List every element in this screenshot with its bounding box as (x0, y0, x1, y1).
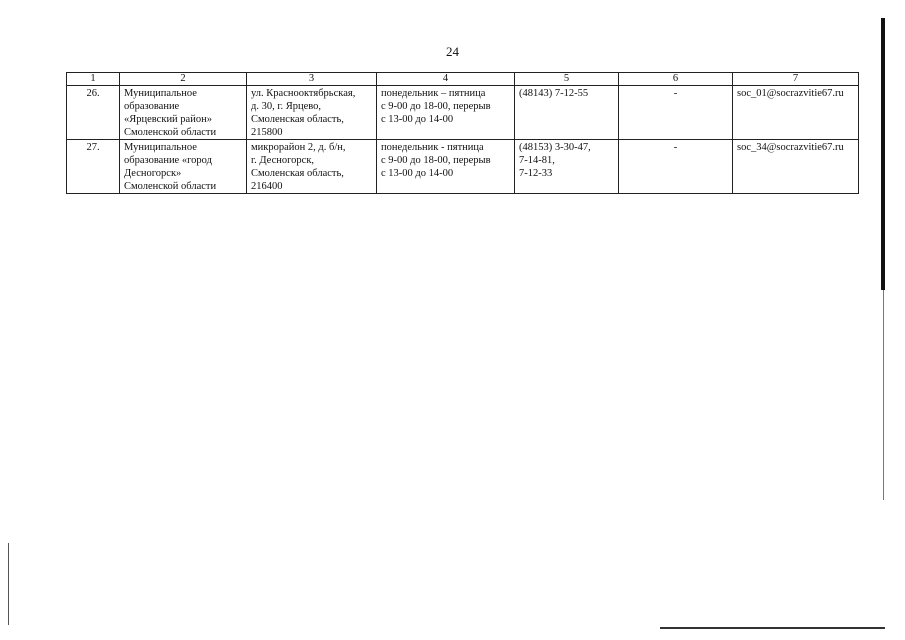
work-hours-cell: понедельник - пятница с 9-00 до 18-00, перерыв с 13-00 до 14-00 (377, 140, 515, 194)
column-header: 4 (377, 73, 515, 86)
page-number: 24 (446, 44, 459, 59)
scan-edge-bottom (660, 627, 885, 629)
work-hours-cell: понедельник – пятница с 9-00 до 18-00, перерыв с 13-00 до 14-00 (377, 86, 515, 140)
email-cell: soc_01@socrazvitie67.ru (733, 86, 859, 140)
municipality-cell: Муниципальное образование «Ярцевский район» Смоленской области (120, 86, 247, 140)
scan-edge-right-thin (883, 290, 884, 500)
scan-edge-left (8, 543, 9, 625)
header-row (67, 73, 859, 86)
contacts-table (66, 72, 859, 194)
table-row (67, 86, 859, 140)
column-header: 7 (733, 73, 859, 86)
address-cell: микрорайон 2, д. б/н, г. Десногорск, Смоленская область, 216400 (247, 140, 377, 194)
column-header: 3 (247, 73, 377, 86)
email-cell: soc_34@socrazvitie67.ru (733, 140, 859, 194)
column-header: 6 (619, 73, 733, 86)
column-header: 5 (515, 73, 619, 86)
row-number-cell: 26. (67, 86, 120, 140)
table-row (67, 140, 859, 194)
address-cell: ул. Краснооктябрьская, д. 30, г. Ярцево, Смоленская область, 215800 (247, 86, 377, 140)
row-number-cell: 27. (67, 140, 120, 194)
phone-cell: (48153) 3-30-47, 7-14-81, 7-12-33 (515, 140, 619, 194)
column-header: 2 (120, 73, 247, 86)
phone-cell: (48143) 7-12-55 (515, 86, 619, 140)
fax-cell: - (619, 86, 733, 140)
scan-edge-right (881, 18, 885, 290)
fax-cell: - (619, 140, 733, 194)
column-header: 1 (67, 73, 120, 86)
municipality-cell: Муниципальное образование «город Десногорск» Смоленской области (120, 140, 247, 194)
